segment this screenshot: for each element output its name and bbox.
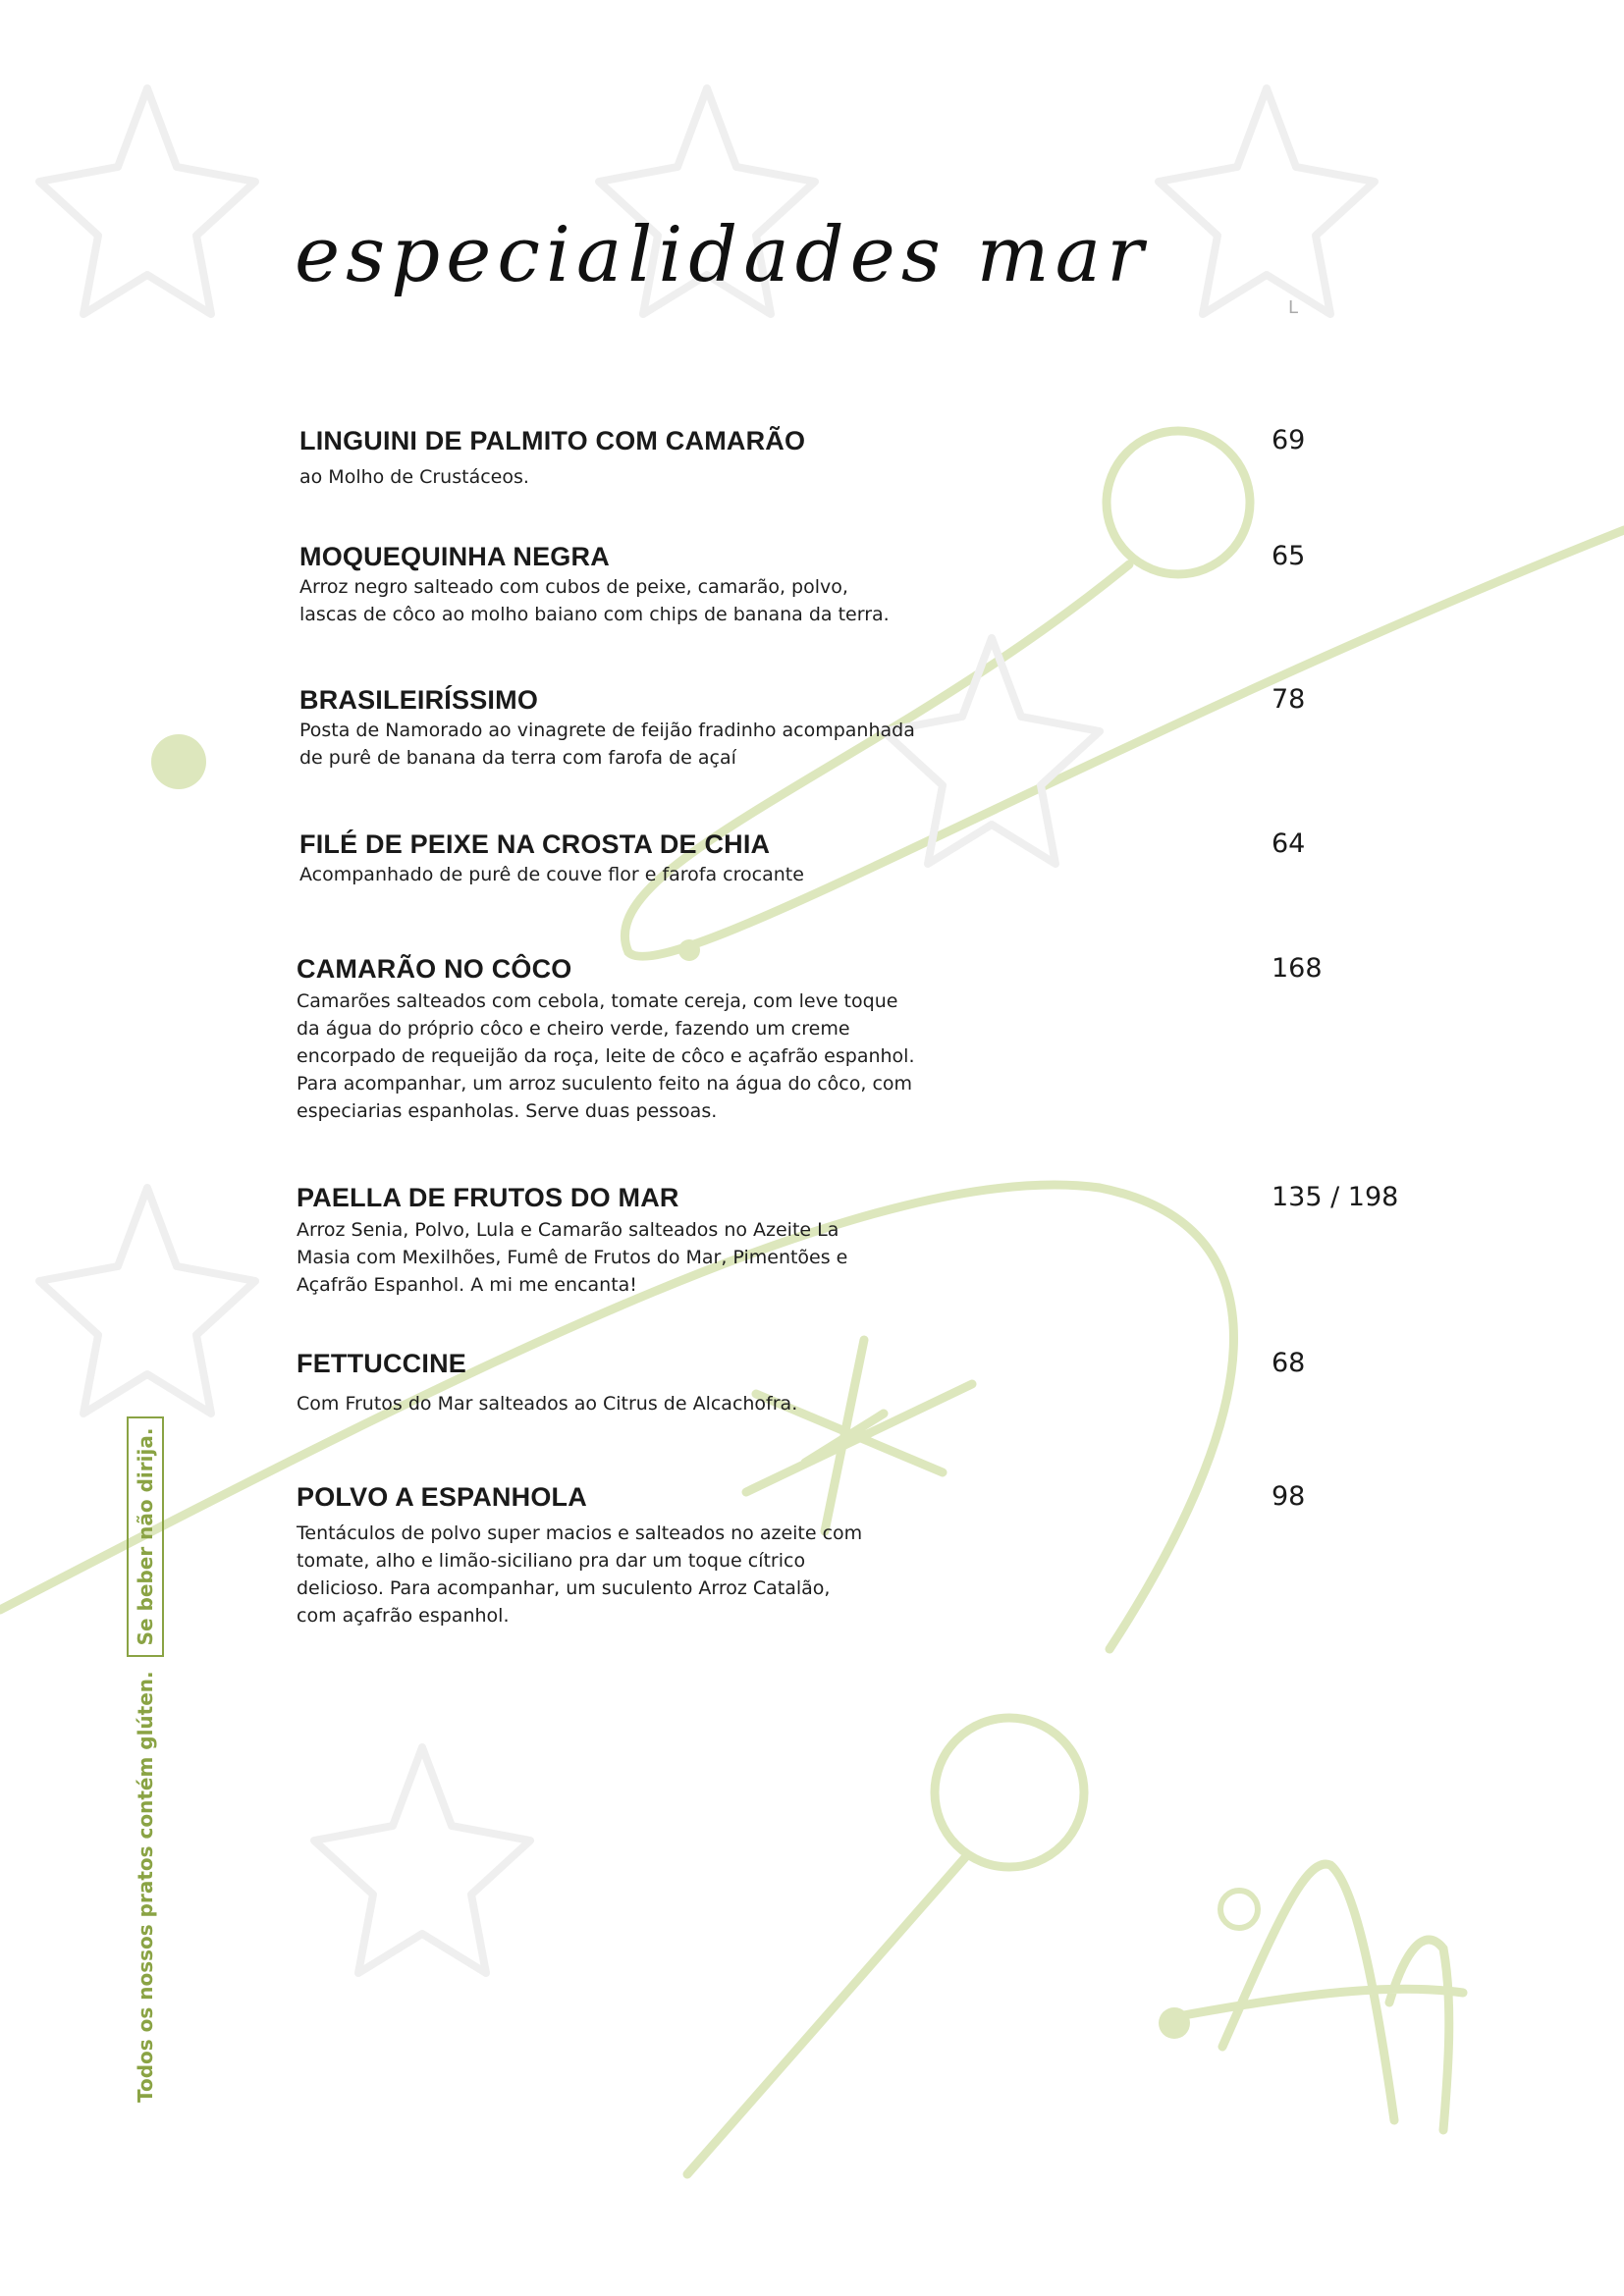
item-price: 65: [1272, 541, 1306, 571]
item-name: FILÉ DE PEIXE NA CROSTA DE CHIA: [299, 829, 771, 859]
side-note: [126, 1416, 165, 2103]
page-title: especialidades mar: [295, 211, 1150, 299]
drink-drive-note: Se beber não dirija.: [127, 1416, 164, 1658]
item-price: 78: [1272, 684, 1306, 715]
item-name: POLVO A ESPANHOLA: [297, 1482, 587, 1512]
item-price: 64: [1272, 828, 1306, 859]
corner-mark: L: [1288, 297, 1299, 318]
item-name: PAELLA DE FRUTOS DO MAR: [297, 1183, 679, 1212]
item-description: Tentáculos de polvo super macios e salteados no azeite com tomate, alho e limão-siciliano pra dar um toque cítrico delicioso. Para acompanhar, um suculento Arroz Catalão, com açafrão espanhol.: [297, 1522, 863, 1627]
item-name: FETTUCCINE: [297, 1349, 466, 1378]
item-price: 98: [1272, 1481, 1306, 1512]
item-description: Arroz negro salteado com cubos de peixe, camarão, polvo, lascas de côco ao molho baiano com chips de banana da terra.: [299, 576, 890, 625]
item-name: LINGUINI DE PALMITO COM CAMARÃO: [299, 426, 806, 455]
gluten-note: Todos os nossos pratos contém glúten.: [134, 1671, 157, 2103]
item-description: Com Frutos do Mar salteados ao Citrus de Alcachofra.: [297, 1393, 798, 1415]
item-description: Camarões salteados com cebola, tomate cereja, com leve toque da água do próprio côco e cheiro verde, fazendo um creme encorpado de requeijão da roça, leite de côco e açafrão espanhol. Para acompanhar, um arroz suculento feito na água do côco, com especiarias espanholas. Serve duas pessoas.: [297, 990, 915, 1122]
item-description: Posta de Namorado ao vinagrete de feijão fradinho acompanhada de purê de banana da terra com farofa de açaí: [299, 720, 915, 769]
item-description: ao Molho de Crustáceos.: [299, 466, 529, 488]
item-description: Acompanhado de purê de couve flor e farofa crocante: [299, 864, 804, 885]
item-price: 135 / 198: [1272, 1182, 1399, 1212]
item-price: 68: [1272, 1348, 1306, 1378]
item-price: 69: [1272, 425, 1306, 455]
item-name: MOQUEQUINHA NEGRA: [299, 542, 610, 571]
item-price: 168: [1272, 953, 1323, 984]
item-name: CAMARÃO NO CÔCO: [297, 954, 572, 984]
item-name: BRASILEIRÍSSIMO: [299, 685, 539, 715]
item-description: Arroz Senia, Polvo, Lula e Camarão salteados no Azeite La Masia com Mexilhões, Fumê de Frutos do Mar, Pimentões e Açafrão Espanhol. A mi me encanta!: [297, 1219, 848, 1296]
